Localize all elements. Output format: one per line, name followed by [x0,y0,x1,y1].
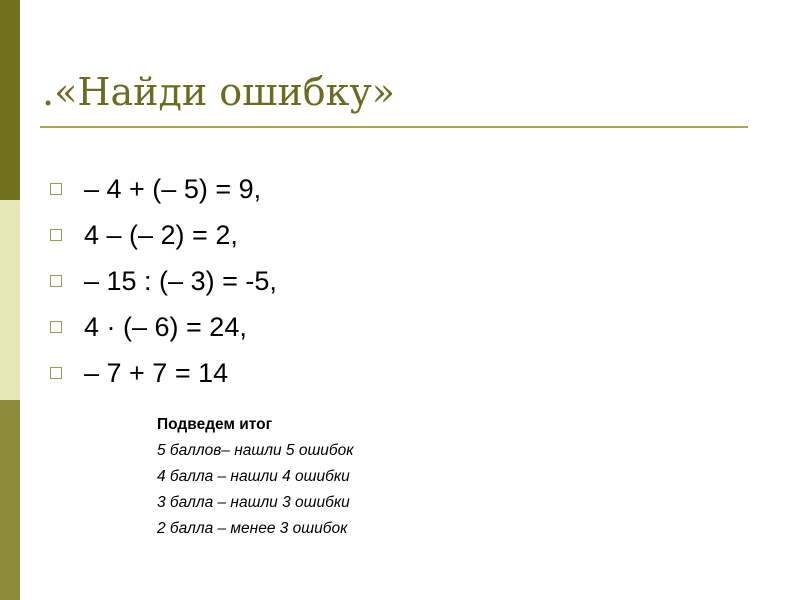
scoring-summary [157,412,354,542]
side-bar-segment-top [0,0,20,200]
summary-line: 4 балла – нашли 4 ошибки [157,468,350,485]
square-bullet-icon [50,367,62,379]
side-decoration-bar [0,0,20,600]
summary-heading: Подведем итог [157,416,273,433]
title-divider [40,126,748,128]
square-bullet-icon [50,275,62,287]
equation-text: – 4 + (– 5) = 9, [84,173,262,204]
equation-item [50,166,277,212]
side-bar-segment-middle [0,200,20,400]
equation-item [50,304,277,350]
equation-item [50,350,277,396]
equation-item [50,212,277,258]
side-bar-segment-bottom [0,400,20,600]
summary-line: 2 балла – менее 3 ошибок [157,520,348,537]
square-bullet-icon [50,229,62,241]
equation-text: – 7 + 7 = 14 [84,357,229,388]
summary-line: 3 балла – нашли 3 ошибки [157,494,350,511]
equation-list [50,166,277,396]
summary-line: 5 баллов– нашли 5 ошибок [157,442,354,459]
equation-item [50,258,277,304]
slide-title: .«Найди ошибку» [42,70,396,114]
square-bullet-icon [50,321,62,333]
square-bullet-icon [50,183,62,195]
equation-text: 4 – (– 2) = 2, [84,219,238,250]
equation-text: 4 · (– 6) = 24, [84,311,247,342]
equation-text: – 15 : (– 3) = -5, [84,265,277,296]
